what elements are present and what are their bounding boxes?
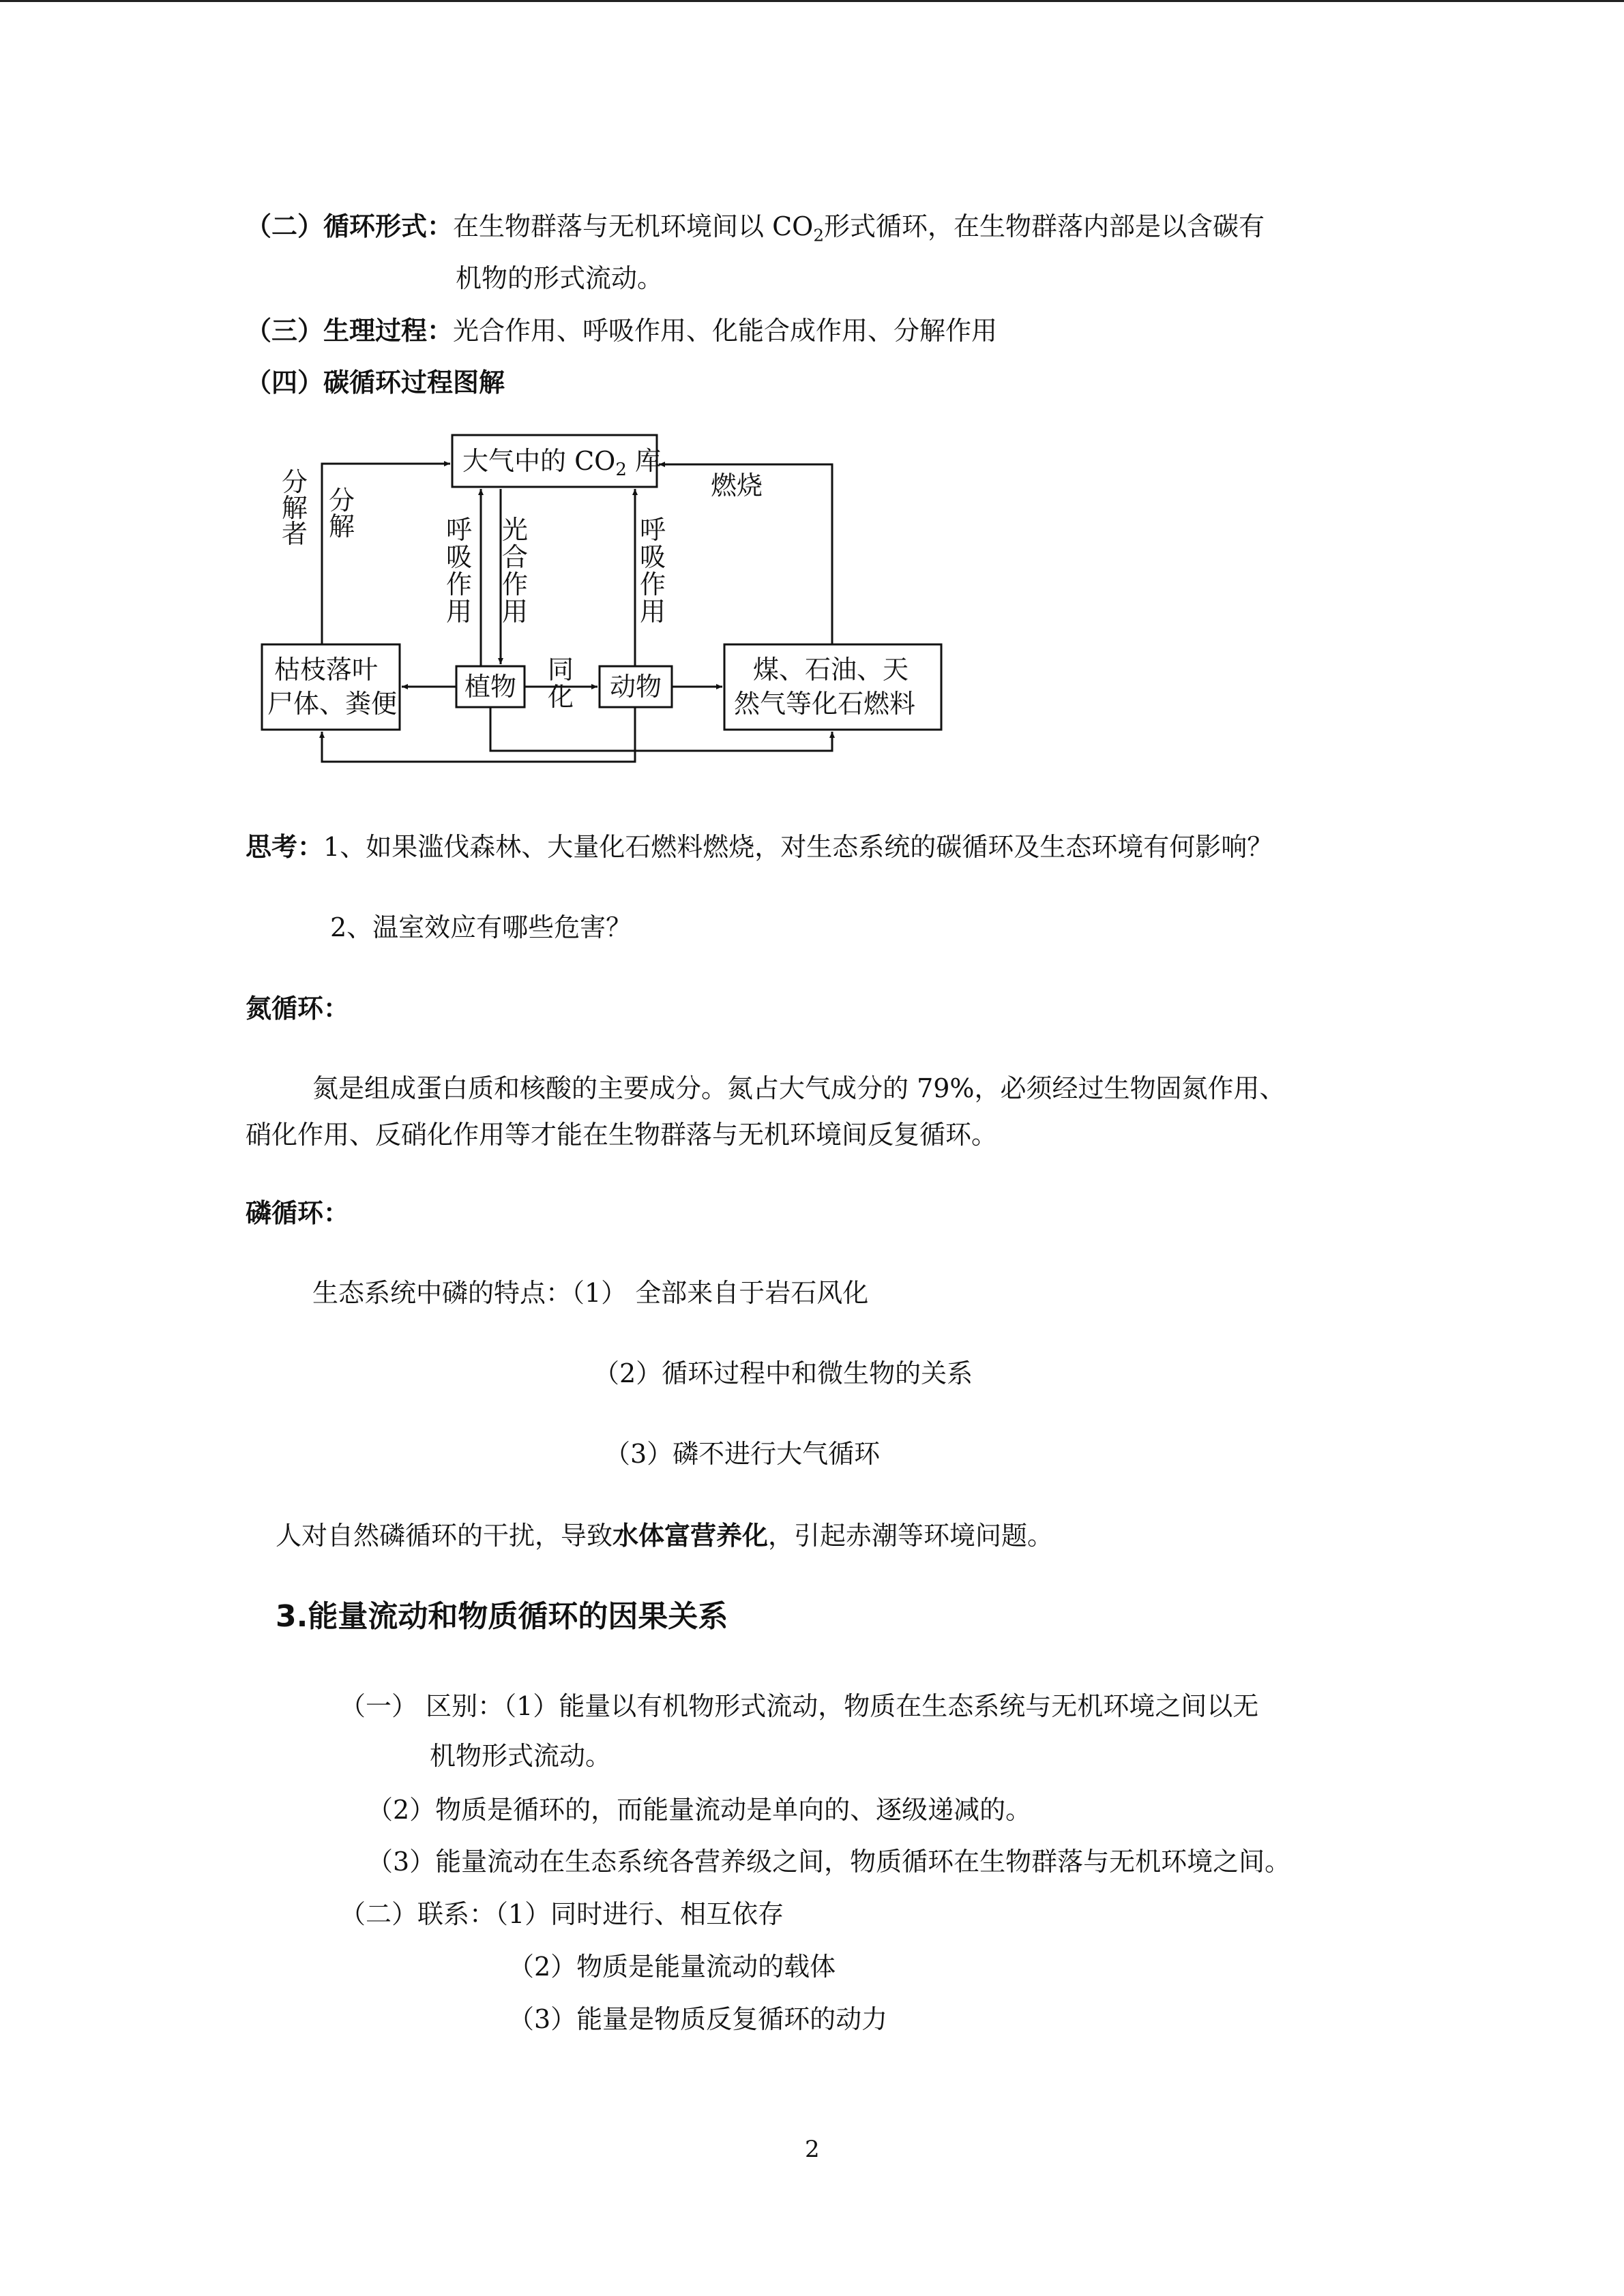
label-decomposer-2: 解 <box>282 493 308 523</box>
think-q1 <box>246 832 1273 863</box>
nitrogen-title: 氮循环： <box>246 994 350 1024</box>
label-plant-resp-3: 作 <box>446 569 473 599</box>
eutrophication-term: 水体富营养化 <box>612 1521 769 1551</box>
label-plant-resp-2: 吸 <box>446 542 473 572</box>
label-physiology: （三）生理过程： <box>246 316 454 346</box>
cycle-form-text-b: 形式循环，在生物群落内部是以含碳有 <box>824 211 1265 241</box>
diff-2: （2）物质是循环的，而能量流动是单向的、逐级递减的。 <box>367 1795 1032 1825</box>
label-assim-2: 化 <box>548 682 574 712</box>
section3-title: 3.能量流动和物质循环的因果关系 <box>276 1599 728 1634</box>
section-cycle-form <box>246 211 1265 245</box>
phosphorus-title: 磷循环： <box>246 1198 350 1228</box>
think-q1-text: 1、如果滥伐森林、大量化石燃料燃烧，对生态系统的碳循环及生态环境有何影响？ <box>323 832 1273 862</box>
link-3: （3）能量是物质反复循环的动力 <box>508 2004 888 2034</box>
label-photo-3: 作 <box>502 569 529 599</box>
physiology-text: 光合作用、呼吸作用、化能合成作用、分解作用 <box>453 316 998 346</box>
nitrogen-p1: 氮是组成蛋白质和核酸的主要成分。氮占大气成分的 79%，必须经过生物固氮作用、 <box>312 1073 1286 1103</box>
litter-line1: 枯枝落叶 <box>274 655 379 685</box>
cycle-form-text-a: 在生物群落与无机环境间以 CO <box>453 211 814 241</box>
label-decomposer-3: 者 <box>282 519 308 549</box>
link-2: （2）物质是能量流动的载体 <box>508 1952 836 1982</box>
atmosphere-label: 大气中的 $CO_2$ 库 <box>462 446 661 480</box>
label-photo-2: 合 <box>502 542 529 572</box>
animal-label: 动物 <box>610 672 662 702</box>
think-q2: 2、温室效应有哪些危害？ <box>330 912 632 942</box>
label-assim-1: 同 <box>548 655 574 685</box>
human-text-c: ，引起赤潮等环境问题。 <box>768 1521 1054 1551</box>
label-combustion: 燃烧 <box>711 471 763 501</box>
label-decompose-2: 解 <box>329 511 355 541</box>
label-animal-resp-3: 作 <box>640 569 666 599</box>
page-number: 2 <box>805 2136 820 2163</box>
fossil-line2: 然气等化石燃料 <box>734 689 916 719</box>
label-plant-resp-1: 呼 <box>446 515 473 545</box>
phosphorus-item2: （2）循环过程中和微生物的关系 <box>593 1358 973 1388</box>
label-cycle-form: （二）循环形式： <box>246 211 454 241</box>
label-animal-resp-2: 吸 <box>640 542 666 572</box>
carbon-cycle-diagram <box>246 426 955 781</box>
link-1: （二）联系：（1）同时进行、相互依存 <box>340 1899 784 1929</box>
fossil-line1: 煤、石油、天 <box>753 655 909 685</box>
label-decompose-1: 分 <box>329 486 355 516</box>
phosphorus-item3: （3）磷不进行大气循环 <box>604 1439 881 1469</box>
label-decomposer-1: 分 <box>282 467 308 497</box>
plant-label: 植物 <box>464 672 517 702</box>
diff-1: （一） 区别：（1）能量以有机物形式流动，物质在生态系统与无机环境之间以无 <box>340 1691 1259 1721</box>
diff-1b: 机物形式流动。 <box>430 1741 612 1771</box>
cycle-form-line2: 机物的形式流动。 <box>456 263 664 293</box>
phosphorus-human <box>276 1521 1053 1552</box>
co2-subscript: 2 <box>813 225 825 245</box>
top-border <box>0 0 1624 2</box>
section-physiology <box>246 316 997 347</box>
human-text-a: 人对自然磷循环的干扰，导致 <box>276 1521 613 1551</box>
label-photo-4: 用 <box>502 597 529 627</box>
nitrogen-p2: 硝化作用、反硝化作用等才能在生物群落与无机环境间反复循环。 <box>246 1120 998 1150</box>
litter-line2: 尸体、粪便 <box>267 689 398 719</box>
label-animal-resp-1: 呼 <box>640 515 666 545</box>
section-diagram-title: （四）碳循环过程图解 <box>246 368 505 398</box>
label-animal-resp-4: 用 <box>640 597 666 627</box>
phosphorus-intro: 生态系统中磷的特点：（1） 全部来自于岩石风化 <box>312 1278 869 1308</box>
think-label: 思考： <box>246 832 324 862</box>
label-plant-resp-4: 用 <box>446 597 473 627</box>
diff-3: （3）能量流动在生态系统各营养级之间，物质循环在生物群落与无机环境之间。 <box>367 1847 1291 1877</box>
label-photo-1: 光 <box>502 515 529 545</box>
